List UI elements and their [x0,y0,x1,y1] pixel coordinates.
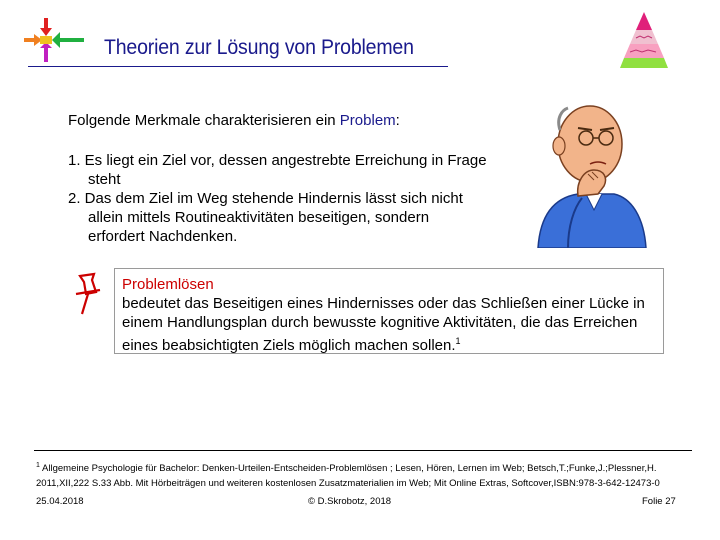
definition-heading: Problemlösen [122,276,214,293]
arrows-cross-icon [22,16,88,64]
criteria-list [68,151,488,246]
intro-suffix: : [395,112,400,129]
intro-prefix: Folgende Merkmale charakterisieren ein [68,112,340,129]
list-item: 2. Das dem Ziel im Weg stehende Hindernis lässt sich nicht allein mittels Routineaktivitäten beseitigen, sondern erfordert Nachdenken. [68,190,463,245]
footnote [36,458,696,491]
list-item: 1. Es liegt ein Ziel vor, dessen angestrebte Erreichung in Frage steht [68,152,487,188]
footer-slide-number: Folie 27 [642,496,676,507]
definition-box [114,268,664,354]
intro-highlight: Problem [339,112,396,129]
definition-body [122,294,663,355]
footnote-reference: 1 [455,336,461,346]
page-title: Theorien zur Lösung von Problemen [104,36,414,59]
definition-text: bedeutet das Beseitigen eines Hindernisses oder das Schließen einer Lücke in einem Handlungsplan durch bewusste kognitive Aktivitäten, die das Erreichen eines beabsichtigten Ziels möglich machen sollen. [122,295,645,354]
title-underline [28,66,448,67]
pushpin-icon [72,272,106,316]
footer-date: 25.04.2018 [36,496,84,507]
footnote-mark: 1 [36,462,40,469]
footnote-separator [34,450,692,451]
footnote-text: Allgemeine Psychologie für Bachelor: Denken-Urteilen-Entscheiden-Problemlösen ; Lesen, Hören, Lernen im Web; Betsch,T.;Funke,J.;Plessner,H. 2011,XII,222 S.33 Abb. Mit Hörbeiträgen und weiteren kostenlosen Zusatzmaterialien im Web; Mit Online Extras, Softcover,ISBN:978-3-642-12473-0 [36,463,660,490]
thinking-man-illustration [528,98,648,248]
footer-author: © D.Skrobotz, 2018 [308,496,392,507]
pyramid-icon [618,10,670,72]
intro-text [68,112,400,129]
